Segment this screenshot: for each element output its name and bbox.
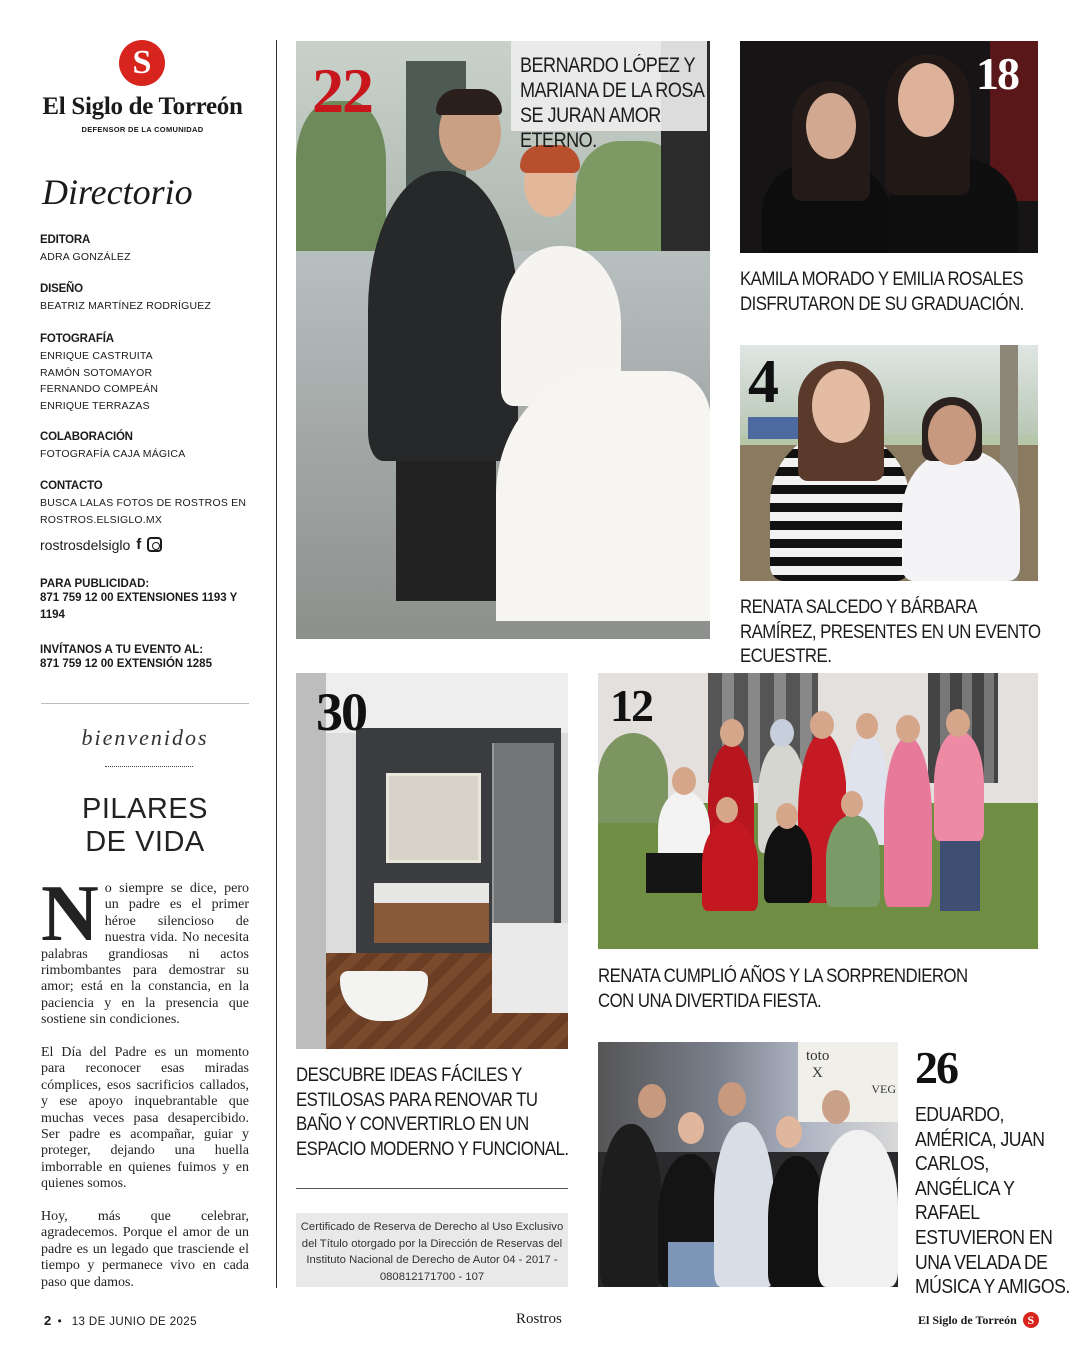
advertising-phone: 871 759 12 00 EXTENSIONES 1193 Y 1194: [40, 592, 238, 621]
paragraph-text: o siempre se dice, pero un padre es el primer héroe silencioso de nuestra vida. No necesita palabras grandiosas ni actos rimbombantes para demostrar su amor; está en la constancia, en la paciencia y en la presencia que sostiene sin condiciones.: [41, 881, 249, 1028]
staff-role: EDITORA: [40, 234, 91, 246]
equestrian-photo[interactable]: [740, 345, 1038, 581]
story-caption: EDUARDO, AMÉRICA, JUAN CARLOS, ANGÉLICA Y RAFAEL ESTUVIERON EN UNA VELADA DE MÚSICA Y AMIGOS.: [915, 1103, 1070, 1299]
graduation-photo[interactable]: [740, 41, 1038, 253]
editorial-paragraph-3: Hoy, más que celebrar, agradecemos. Porque el amor de un padre es un legado que trasciende el tiempo y permanece vivo en cada paso que damos.: [41, 1209, 249, 1290]
advertising-block: [40, 578, 250, 624]
editorial-kicker: bienvenidos: [81, 725, 209, 750]
facebook-icon[interactable]: f: [136, 536, 142, 553]
staff-name: BUSCA LALAS FOTOS DE ROSTROS EN: [40, 497, 247, 509]
sign-x: X: [812, 1065, 823, 1081]
event-sign: [806, 1048, 896, 1097]
directory-title: Directorio: [42, 172, 193, 212]
staff-name: RAMÓN SOTOMAYOR: [40, 366, 153, 379]
staff-name: ENRIQUE CASTRUITA: [40, 350, 153, 362]
invite-block: [40, 644, 250, 673]
staff-name: ADRA GONZÁLEZ: [40, 251, 131, 263]
sign-partial: VEG: [871, 1082, 896, 1096]
staff-block-contacto: [40, 480, 250, 528]
sign-brand: toto: [806, 1048, 830, 1064]
story-page-number: 18: [976, 48, 1018, 99]
invite-label: INVÍTANOS A TU EVENTO AL:: [40, 644, 204, 656]
column-rule: [276, 40, 277, 1288]
masthead-name: El Siglo de Torreón: [42, 93, 243, 120]
headline-line: DE VIDA: [85, 826, 205, 858]
invite-phone: 871 759 12 00 EXTENSIÓN 1285: [40, 658, 212, 670]
story-caption: KAMILA MORADO Y EMILIA ROSALES DISFRUTARON DE SU GRADUACIÓN.: [740, 268, 1024, 315]
wedding-photo[interactable]: [296, 41, 710, 639]
staff-block-editora: [40, 234, 250, 266]
staff-name: ENRIQUE TERRAZAS: [40, 399, 150, 412]
story-page-number: 30: [316, 682, 366, 742]
footer-brand-name: El Siglo de Torreón: [918, 1312, 1017, 1327]
editorial-paragraph-1: [41, 870, 249, 1029]
story-page-number: 22: [312, 55, 372, 126]
editorial-paragraph-2: El Día del Padre es un momento para reconocer esas miradas cómplices, esos sacrificios callados, y ese apoyo inquebrantable que muchas veces pasa desapercibido. Ser padre es acompañar, guiar y proteger, dejando una huella imborrable en quienes fuimos y en quienes somos.: [41, 1045, 249, 1192]
kicker-dotted-rule: [105, 766, 193, 767]
story-caption: DESCUBRE IDEAS FÁCILES Y ESTILOSAS PARA RENOVAR TU BAÑO Y CONVERTIRLO EN UN ESPACIO MODERNO Y FUNCIONAL.: [296, 1064, 569, 1160]
advertising-label: PARA PUBLICIDAD:: [40, 578, 150, 590]
footer-bullet: •: [57, 1316, 63, 1328]
staff-role: COLABORACIÓN: [40, 431, 133, 443]
directory-divider: [41, 703, 249, 704]
staff-name: FERNANDO COMPEÁN: [40, 383, 159, 395]
section-name: Rostros: [516, 1311, 562, 1327]
dropcap: N: [41, 870, 99, 958]
staff-role: FOTOGRAFÍA: [40, 333, 114, 345]
contact-url[interactable]: ROSTROS.ELSIGLO.MX: [40, 513, 163, 526]
story-page-number: 26: [915, 1042, 957, 1093]
masthead-tagline: DEFENSOR DE LA COMUNIDAD: [81, 125, 204, 134]
person-figure: [902, 449, 1020, 581]
social-handle[interactable]: rostrosdelsiglo: [40, 536, 131, 553]
staff-role: CONTACTO: [40, 480, 103, 492]
staff-block-diseno: [40, 283, 250, 315]
groom-figure: [368, 171, 518, 461]
page-number: 2: [44, 1313, 52, 1328]
brand-logo-icon: S: [1023, 1312, 1039, 1328]
story-caption: RENATA CUMPLIÓ AÑOS Y LA SORPRENDIERON CON UNA DIVERTIDA FIESTA.: [598, 965, 968, 1012]
story-caption: BERNARDO LÓPEZ Y MARIANA DE LA ROSA SE JURAN AMOR ETERNO.: [520, 54, 704, 152]
footer-page-info: [44, 1313, 197, 1328]
headline-line: PILARES: [82, 793, 208, 825]
story-caption: RENATA SALCEDO Y BÁRBARA RAMÍREZ, PRESENTES EN UN EVENTO ECUESTRE.: [740, 596, 1041, 667]
story-page-number: 12: [610, 680, 652, 731]
social-handles: [40, 536, 162, 553]
issue-date: 13 DE JUNIO DE 2025: [71, 1316, 197, 1328]
footer-brand: [918, 1312, 1039, 1328]
masthead-logo-icon: S: [119, 40, 165, 86]
birthday-photo[interactable]: [598, 673, 1038, 949]
staff-name: BEATRIZ MARTÍNEZ RODRÍGUEZ: [40, 300, 212, 312]
staff-block-fotografia: [40, 333, 250, 414]
certificate-notice: Certificado de Reserva de Derecho al Uso Exclusivo del Título otorgado por la Dirección de Reservas del Instituto Nacional de Derecho de Autor 04 - 2017 - 080812171700 - 107: [296, 1213, 568, 1287]
editorial-headline: [41, 793, 249, 859]
story-page-number: 4: [748, 348, 777, 416]
staff-block-colaboracion: [40, 431, 250, 463]
bathroom-photo[interactable]: [296, 673, 568, 1049]
friends-photo[interactable]: [598, 1042, 898, 1287]
certificate-rule: [296, 1188, 568, 1189]
instagram-icon[interactable]: [147, 537, 162, 552]
staff-name: FOTOGRAFÍA CAJA MÁGICA: [40, 448, 186, 460]
staff-role: DISEÑO: [40, 283, 83, 295]
